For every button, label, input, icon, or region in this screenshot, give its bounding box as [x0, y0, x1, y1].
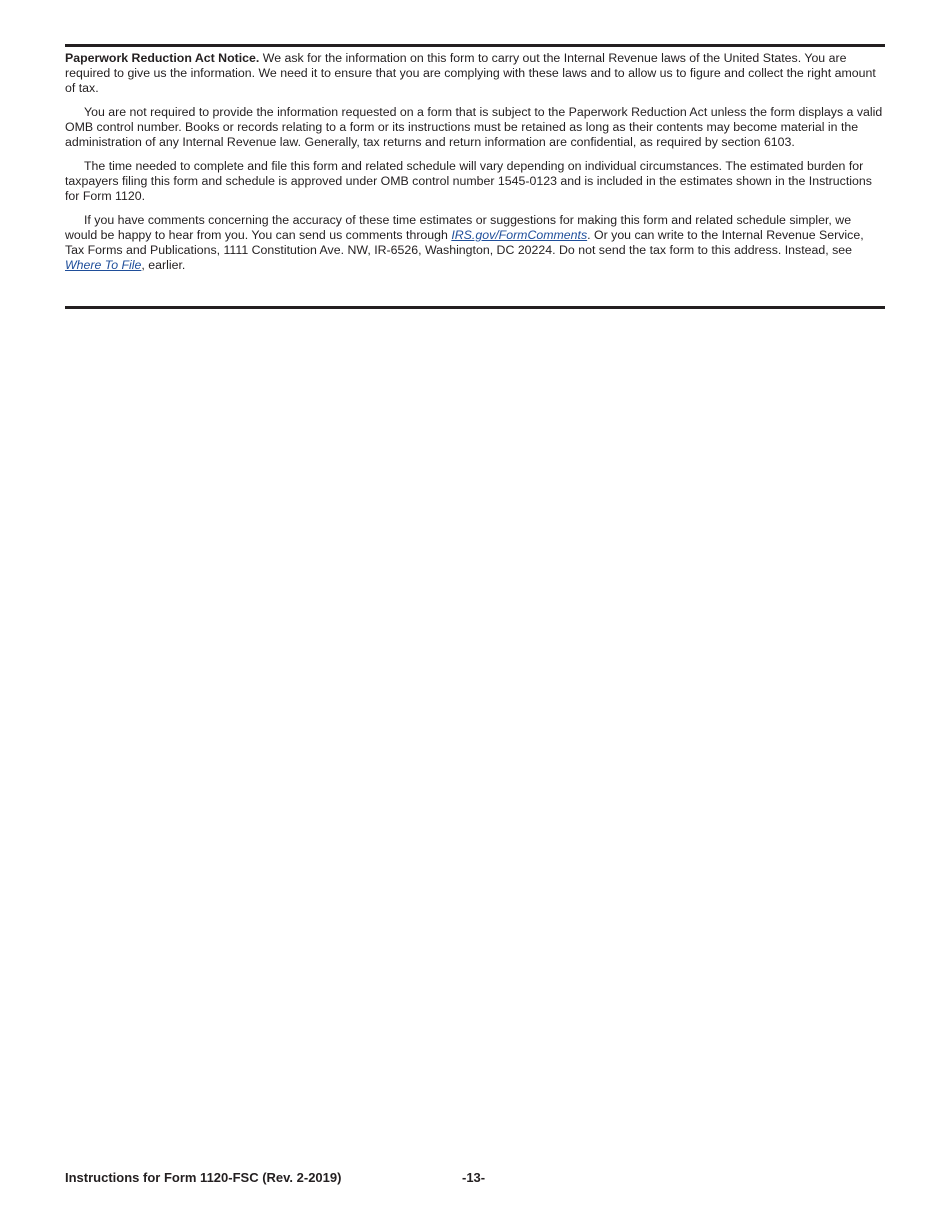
notice-paragraph-1 [65, 51, 885, 96]
notice-paragraph-3: The time needed to complete and file this form and related schedule will vary depending on individual circumstances. The estimated burden for taxpayers filing this form and schedule is approved under OMB control number 1545-0123 and is included in the estimates shown in the Instructions for Form 1120. [65, 159, 872, 203]
form-comments-link[interactable]: IRS.gov/FormComments [451, 228, 588, 242]
bottom-divider [65, 306, 885, 309]
paperwork-reduction-notice [65, 51, 885, 282]
notice-paragraph-4 [65, 213, 885, 273]
notice-heading: Paperwork Reduction Act Notice. [65, 51, 260, 65]
where-to-file-link[interactable]: Where To File [65, 258, 142, 272]
paragraph-4-text-middle: . Or you can write to the Internal Revenue Service, Tax Forms and Publications, 1111 Constitution Ave. NW, IR-6526, Washington, DC 20224. Do not send the tax form to this address. Instead, see [65, 228, 864, 257]
paragraph-4-text-end: , earlier. [141, 258, 186, 272]
top-divider [65, 44, 885, 47]
footer-page-number: -13- [462, 1170, 486, 1185]
paragraph-4-text-start: If you have comments concerning the accuracy of these time estimates or suggestions for making this form and related schedule simpler, we would be happy to hear from you. You can send us comments through [65, 213, 852, 242]
footer-document-title: Instructions for Form 1120-FSC (Rev. 2-2019) [65, 1170, 342, 1185]
notice-paragraph-2: You are not required to provide the information requested on a form that is subject to the Paperwork Reduction Act unless the form displays a valid OMB control number. Books or records relating to a form or its instructions must be retained as long as their contents may become material in the administration of any Internal Revenue law. Generally, tax returns and return information are confidential, as required by section 6103. [65, 105, 883, 149]
notice-paragraph-1-text: We ask for the information on this form to carry out the Internal Revenue laws of the United States. You are required to give us the information. We need it to ensure that you are complying with these laws and to allow us to figure and collect the right amount of tax. [65, 51, 876, 95]
